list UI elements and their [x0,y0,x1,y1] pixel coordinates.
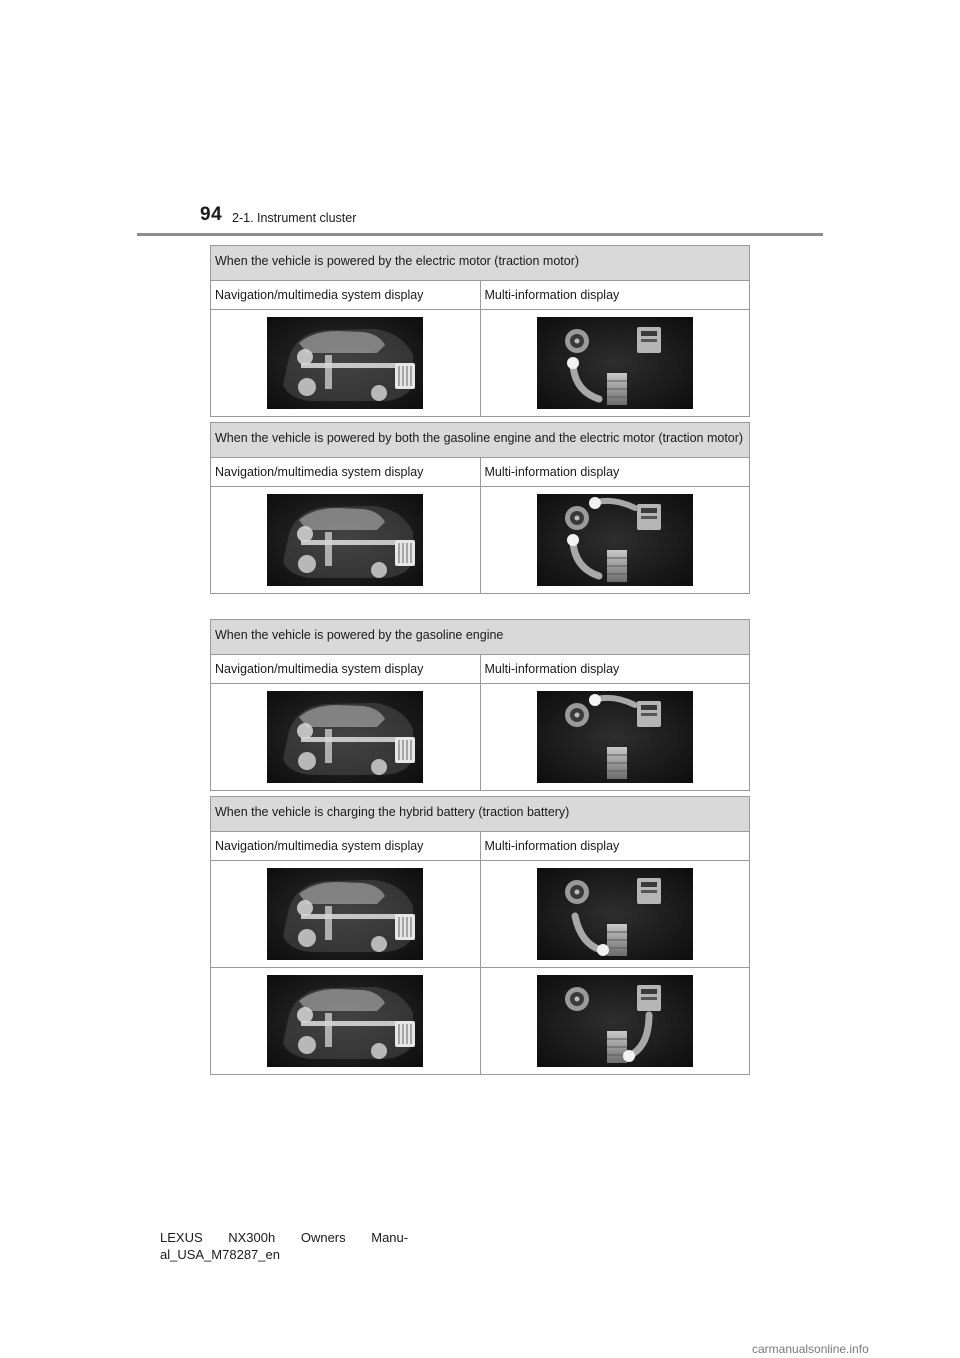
flow-head-icon [567,534,579,546]
mid-energy-flow-image [537,317,693,409]
nav-display-cell [211,310,481,417]
column-header-nav: Navigation/multimedia system display [211,832,481,861]
column-header-mid: Multi-information display [480,655,750,684]
nav-display-cell [211,684,481,791]
table-caption: When the vehicle is powered by both the gasoline engine and the electric motor (traction motor) [211,423,750,458]
table-caption: When the vehicle is powered by the electric motor (traction motor) [211,246,750,281]
footer [160,1229,408,1263]
mid-display-cell [480,487,750,594]
column-header-mid: Multi-information display [480,458,750,487]
watermark: carmanualsonline.info [752,1342,869,1356]
nav-energy-flow-image [267,868,423,960]
flow-head-icon [623,1050,635,1062]
mid-display-cell [480,861,750,968]
table-caption: When the vehicle is powered by the gasoline engine [211,620,750,655]
column-header-mid: Multi-information display [480,832,750,861]
column-header-nav: Navigation/multimedia system display [211,458,481,487]
table-gasoline-engine [210,619,750,791]
section-title: 2-1. Instrument cluster [232,211,357,225]
nav-energy-flow-image [267,494,423,586]
table-electric-motor [210,245,750,417]
table-caption: When the vehicle is charging the hybrid battery (traction battery) [211,797,750,832]
column-header-nav: Navigation/multimedia system display [211,281,481,310]
mid-energy-flow-image [537,691,693,783]
column-header-mid: Multi-information display [480,281,750,310]
page-number: 94 [200,204,223,225]
mid-energy-flow-image [537,975,693,1067]
column-header-nav: Navigation/multimedia system display [211,655,481,684]
mid-energy-flow-image [537,494,693,586]
nav-display-cell [211,487,481,594]
footer-line-2: al_USA_M78287_en [160,1247,280,1262]
nav-display-cell [211,968,481,1075]
nav-energy-flow-image [267,975,423,1067]
header-divider [137,233,823,236]
nav-display-cell [211,861,481,968]
mid-display-cell [480,684,750,791]
flow-head-icon [589,694,601,706]
table-engine-and-motor [210,422,750,594]
flow-head-icon [567,357,579,369]
footer-line-1: LEXUS NX300h Owners Manu- [160,1230,409,1245]
flow-head-icon [597,944,609,956]
table-charging-battery [210,796,750,1075]
mid-display-cell [480,310,750,417]
mid-energy-flow-image [537,868,693,960]
flow-head-icon [589,497,601,509]
nav-energy-flow-image [267,317,423,409]
nav-energy-flow-image [267,691,423,783]
mid-display-cell [480,968,750,1075]
